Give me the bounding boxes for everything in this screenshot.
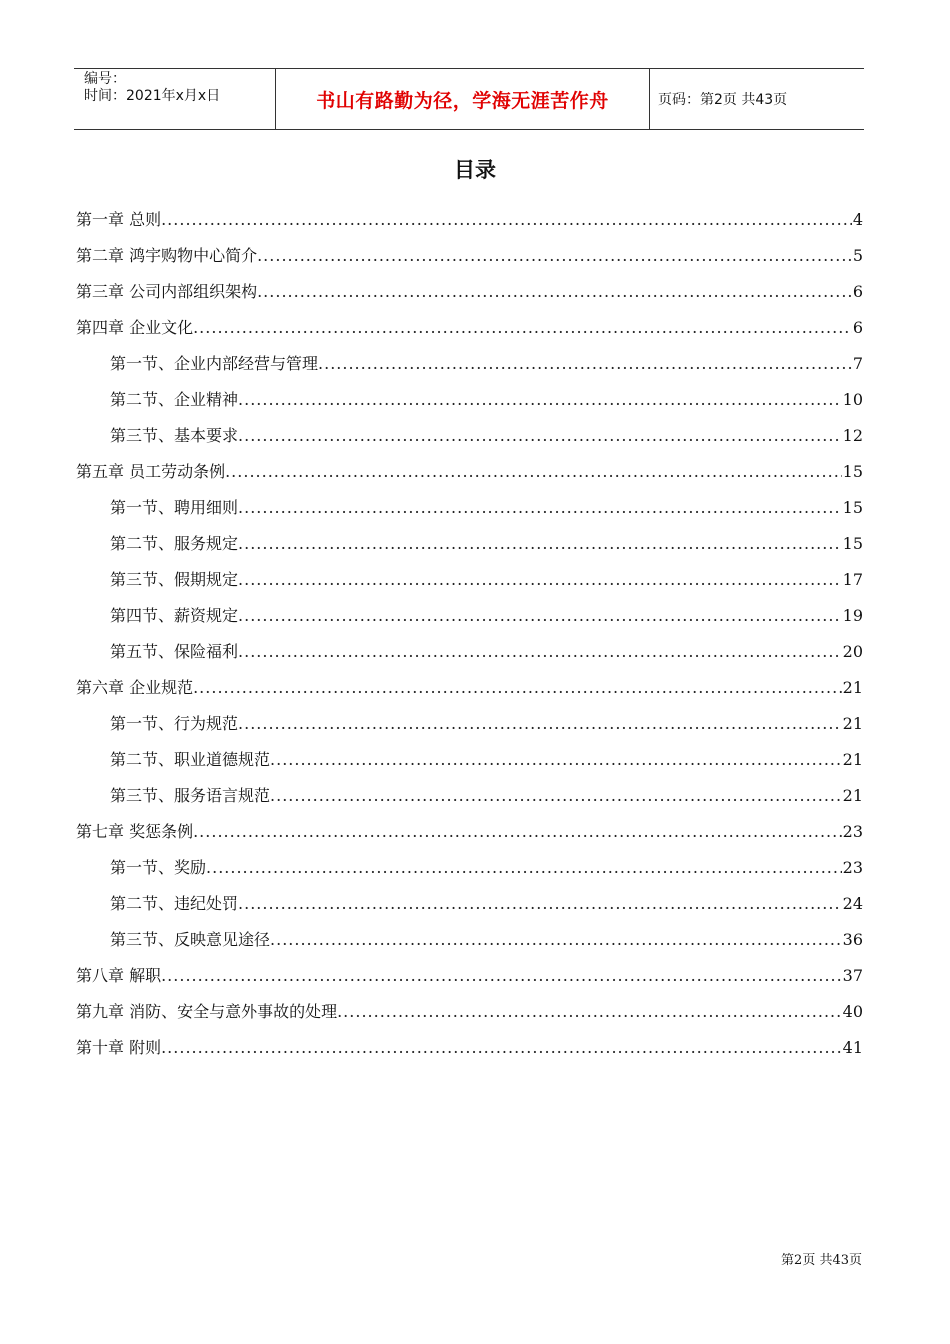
toc-leader-dots (238, 526, 842, 562)
toc-entry[interactable] (76, 310, 863, 346)
toc-entry-label: 第一节、行为规范 (110, 714, 239, 733)
toc-entry-page: 23 (842, 822, 863, 841)
toc-entry-page: 21 (842, 678, 863, 697)
toc-entry[interactable] (76, 490, 863, 526)
toc-entry[interactable] (76, 742, 863, 778)
toc-entry-label: 第五节、保险福利 (110, 642, 239, 661)
toc-entry-page: 5 (852, 246, 863, 265)
toc-entry[interactable] (76, 634, 863, 670)
toc-entry[interactable] (76, 274, 863, 310)
toc-entry[interactable] (76, 598, 863, 634)
toc-entry-label: 第十章 附则 (76, 1038, 162, 1057)
toc-entry-page: 20 (842, 642, 863, 661)
toc-leader-dots (238, 490, 842, 526)
toc-leader-dots (161, 1030, 842, 1066)
toc-leader-dots (238, 418, 842, 454)
toc-entry-label: 第一节、奖励 (110, 858, 207, 877)
toc-entry-page: 15 (842, 462, 863, 481)
toc-entry[interactable] (76, 922, 863, 958)
toc-entry-page: 21 (842, 714, 863, 733)
header-motto: 书山有路勤为径，学海无涯苦作舟 (276, 69, 650, 129)
toc-entry-page: 6 (852, 318, 863, 337)
toc-entry-page: 19 (842, 606, 863, 625)
toc-leader-dots (238, 382, 842, 418)
toc-entry[interactable] (76, 670, 863, 706)
toc-leader-dots (238, 634, 842, 670)
toc-leader-dots (193, 670, 842, 706)
toc-leader-dots (257, 274, 852, 310)
time-label: 时间：2021年x月x日 (84, 88, 221, 104)
toc-entry-page: 21 (842, 750, 863, 769)
toc-leader-dots (193, 814, 842, 850)
toc-leader-dots (318, 346, 852, 382)
toc-leader-dots (238, 706, 842, 742)
toc-entry[interactable] (76, 526, 863, 562)
toc-leader-dots (270, 778, 842, 814)
toc-entry-label: 第四章 企业文化 (76, 318, 194, 337)
toc-entry-page: 24 (842, 894, 863, 913)
toc-entry[interactable] (76, 994, 863, 1030)
toc-leader-dots (270, 742, 842, 778)
toc-leader-dots (270, 922, 842, 958)
toc-leader-dots (161, 958, 842, 994)
toc-entry-label: 第七章 奖惩条例 (76, 822, 194, 841)
toc-entry-label: 第一章 总则 (76, 210, 162, 229)
toc-entry-page: 6 (852, 282, 863, 301)
header-page-info: 页码：第2页 共43页 (658, 92, 788, 108)
toc-entry-label: 第三节、假期规定 (110, 570, 239, 589)
toc-entry-label: 第二节、违纪处罚 (110, 894, 239, 913)
toc-entry-label: 第二节、企业精神 (110, 390, 239, 409)
toc-entry-label: 第一节、企业内部经营与管理 (110, 354, 319, 373)
toc-leader-dots (225, 454, 842, 490)
toc-entry[interactable] (76, 778, 863, 814)
toc-entry[interactable] (76, 1030, 863, 1066)
toc-entry-page: 36 (842, 930, 863, 949)
toc-entry-page: 7 (852, 354, 863, 373)
toc-entry-page: 17 (842, 570, 863, 589)
toc-entry-label: 第九章 消防、安全与意外事故的处理 (76, 1002, 338, 1021)
toc-leader-dots (206, 850, 842, 886)
toc-leader-dots (337, 994, 842, 1030)
number-label: 编号： (84, 71, 126, 87)
toc-entry-page: 12 (842, 426, 863, 445)
toc-leader-dots (161, 202, 852, 238)
toc-entry-label: 第一节、聘用细则 (110, 498, 239, 517)
toc-entry-label: 第二章 鸿宇购物中心简介 (76, 246, 258, 265)
toc-entry[interactable] (76, 706, 863, 742)
toc-entry-page: 21 (842, 786, 863, 805)
toc-entry-page: 4 (852, 210, 863, 229)
toc-leader-dots (238, 598, 842, 634)
toc-entry-label: 第六章 企业规范 (76, 678, 194, 697)
table-of-contents (76, 202, 863, 1066)
toc-title: 目录 (454, 158, 496, 182)
toc-entry-page: 41 (842, 1038, 863, 1057)
toc-entry-page: 10 (842, 390, 863, 409)
toc-leader-dots (193, 310, 852, 346)
toc-entry-label: 第三节、反映意见途径 (110, 930, 271, 949)
toc-leader-dots (238, 562, 842, 598)
toc-entry-label: 第三章 公司内部组织架构 (76, 282, 258, 301)
toc-entry[interactable] (76, 238, 863, 274)
toc-entry[interactable] (76, 202, 863, 238)
toc-entry-label: 第三节、基本要求 (110, 426, 239, 445)
toc-entry-label: 第八章 解职 (76, 966, 162, 985)
toc-entry-label: 第四节、薪资规定 (110, 606, 239, 625)
toc-entry[interactable] (76, 382, 863, 418)
toc-entry[interactable] (76, 850, 863, 886)
toc-entry[interactable] (76, 346, 863, 382)
toc-entry-page: 15 (842, 534, 863, 553)
toc-entry[interactable] (76, 454, 863, 490)
toc-entry-page: 15 (842, 498, 863, 517)
page-header (74, 68, 864, 130)
header-meta (74, 69, 276, 129)
toc-entry-page: 37 (842, 966, 863, 985)
toc-entry-page: 40 (842, 1002, 863, 1021)
toc-entry-label: 第二节、服务规定 (110, 534, 239, 553)
toc-entry[interactable] (76, 814, 863, 850)
toc-entry-label: 第三节、服务语言规范 (110, 786, 271, 805)
toc-leader-dots (238, 886, 842, 922)
toc-entry[interactable] (76, 886, 863, 922)
toc-entry[interactable] (76, 958, 863, 994)
toc-leader-dots (257, 238, 852, 274)
toc-entry[interactable] (76, 562, 863, 598)
toc-entry-label: 第五章 员工劳动条例 (76, 462, 226, 481)
toc-entry[interactable] (76, 418, 863, 454)
toc-entry-page: 23 (842, 858, 863, 877)
page-footer: 第2页 共43页 (781, 1253, 862, 1268)
toc-entry-label: 第二节、职业道德规范 (110, 750, 271, 769)
